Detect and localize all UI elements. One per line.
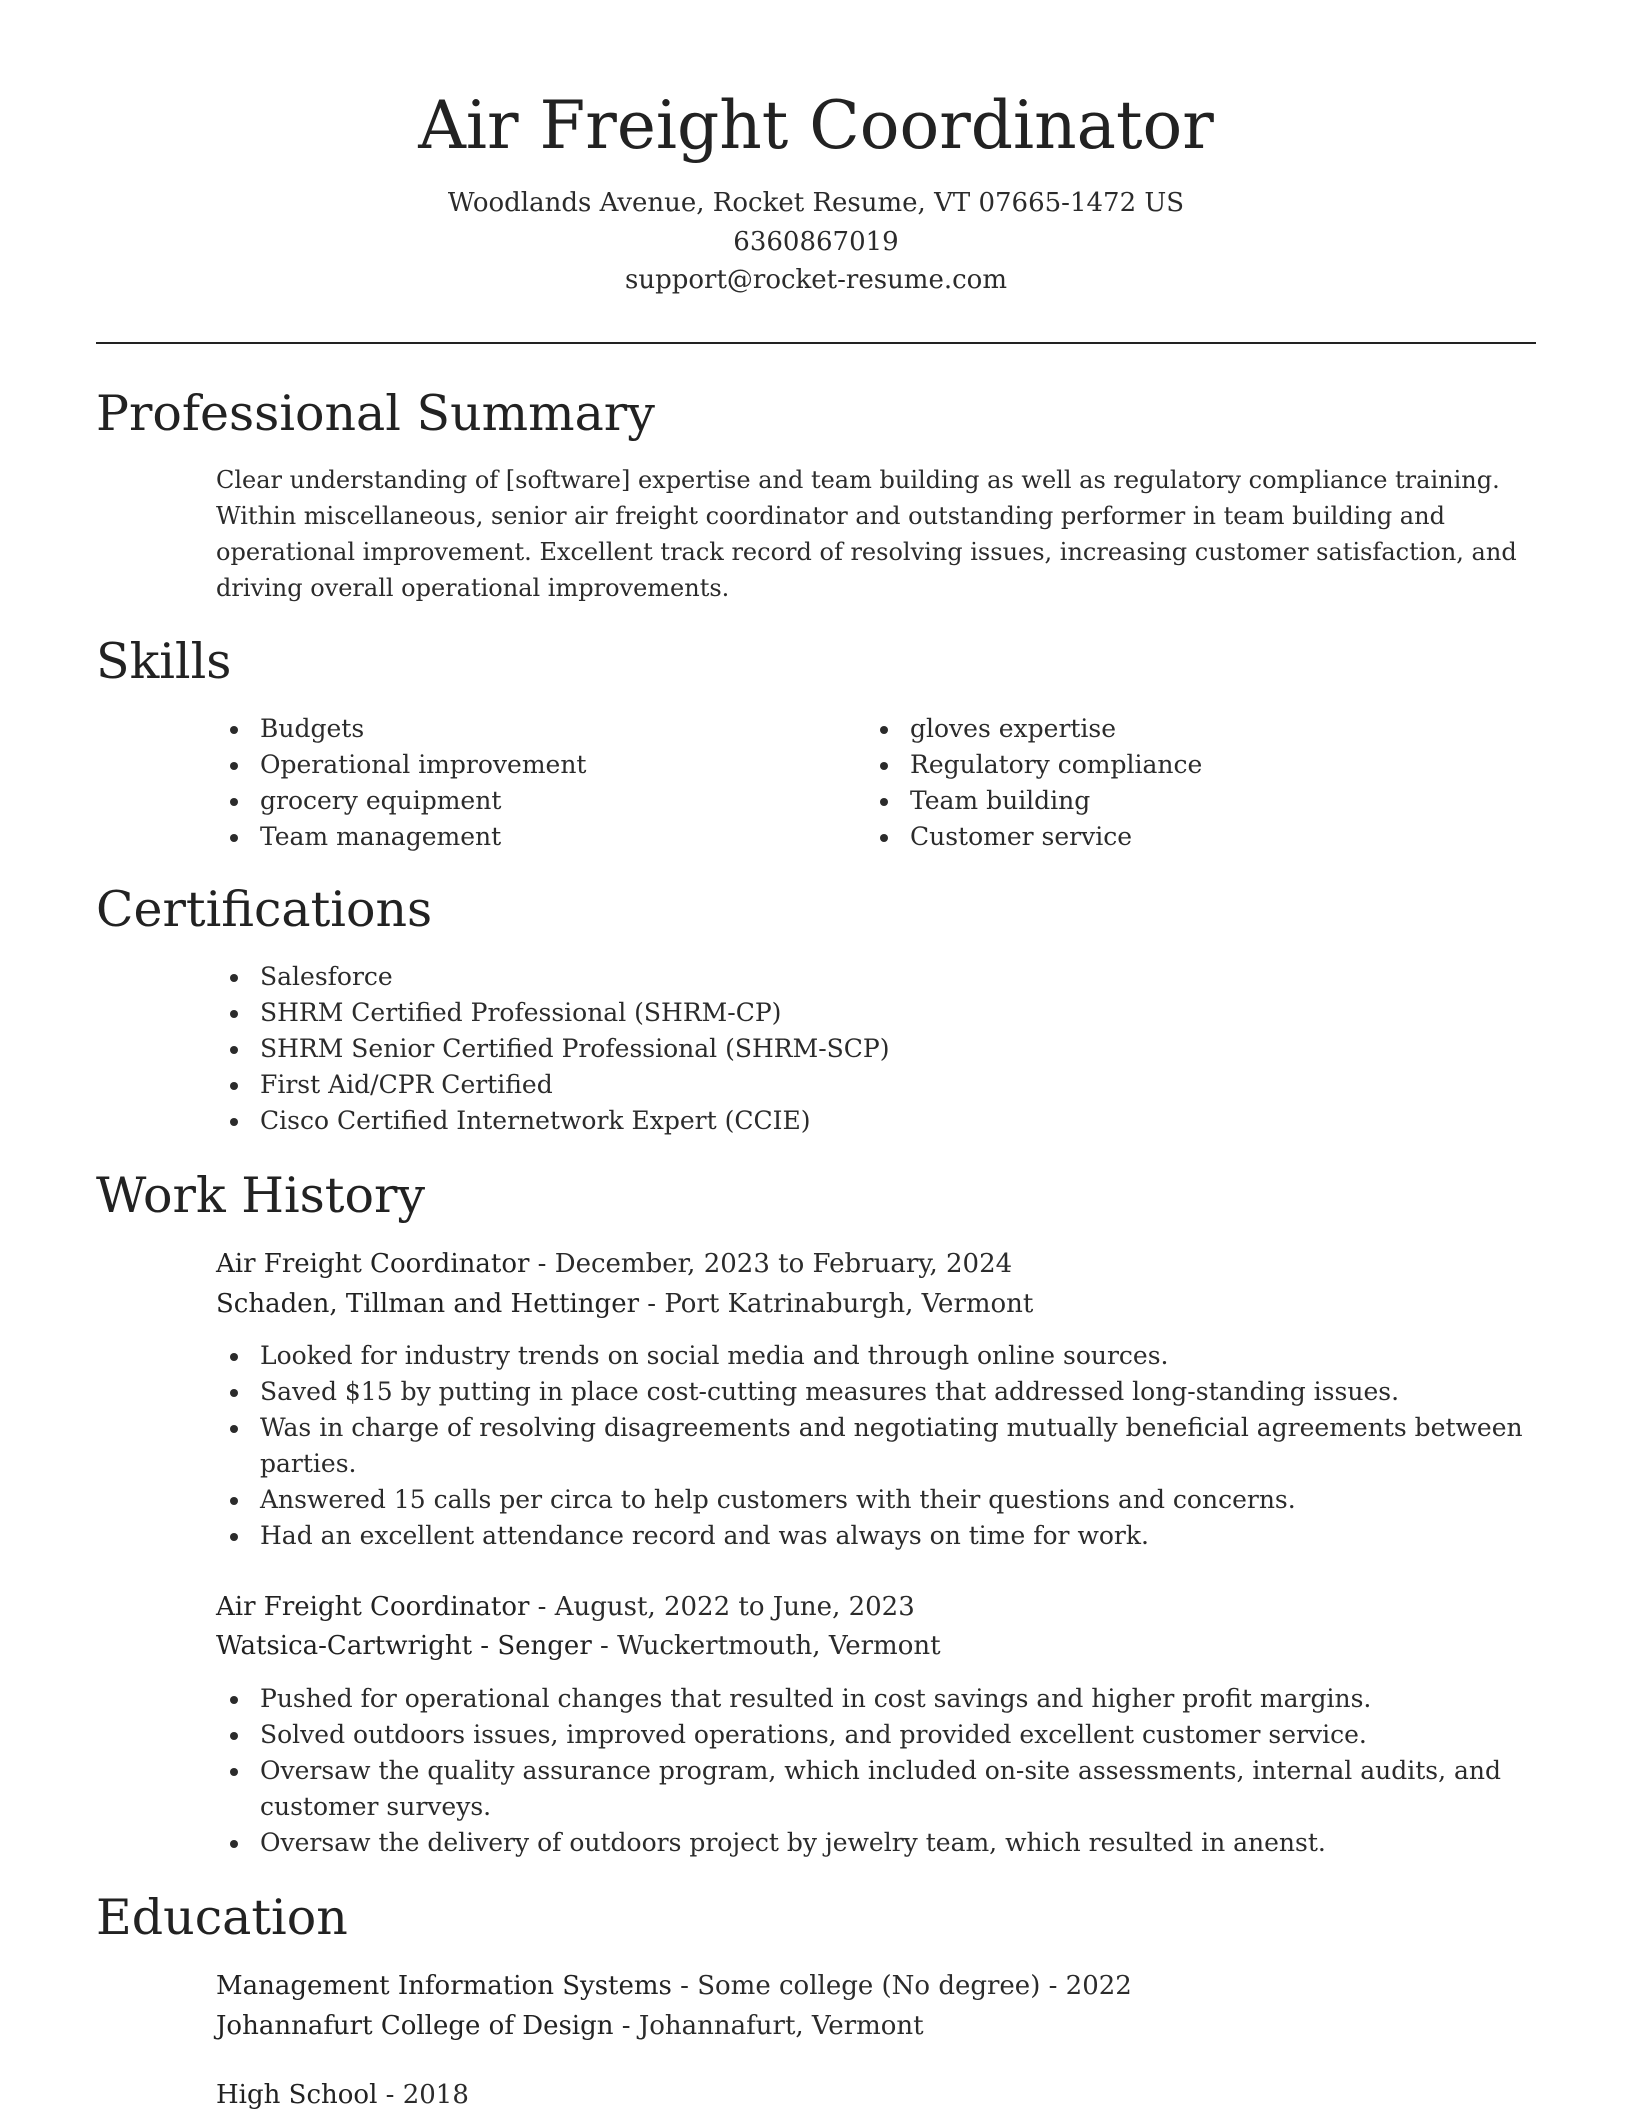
job-company-line <box>216 1284 1536 1324</box>
skill-item: Customer service <box>866 819 1506 855</box>
education-school: Johannafurt College of Design <box>216 2011 614 2041</box>
education-school-line <box>216 2006 1536 2046</box>
skill-item: gloves expertise <box>866 711 1506 747</box>
contact-email: support@rocket-resume.com <box>624 265 1007 295</box>
summary-text: Clear understanding of [software] expertise and team building as well as regulatory compliance training. Within miscellaneous, senior air freight coordinator and outstanding performer in team building and operational improvement. Excellent track record of resolving issues, increasing customer satisfaction, and driving overall operational improvements. <box>216 466 1517 602</box>
education-detail: - 2018 <box>377 2080 469 2110</box>
job-title-line <box>216 1244 1536 1284</box>
skill-item: Budgets <box>216 711 816 747</box>
skills-list-left <box>216 711 816 855</box>
skill-item: grocery equipment <box>216 783 816 819</box>
education-program-line <box>216 2075 1536 2115</box>
education-program: High School <box>216 2080 378 2110</box>
header-divider <box>96 342 1536 344</box>
certification-item: SHRM Certified Professional (SHRM-CP) <box>216 995 1536 1031</box>
job-company: Schaden, Tillman and Hettinger <box>216 1289 640 1319</box>
education-location: - Johannafurt, Vermont <box>613 2011 924 2041</box>
resume-header <box>96 82 1536 300</box>
job-dates: - August, 2022 to June, 2023 <box>529 1592 915 1622</box>
skill-item: Team management <box>216 819 816 855</box>
job-role: Air Freight Coordinator <box>216 1249 530 1279</box>
certifications-list <box>216 959 1536 1139</box>
skills-list-right <box>866 711 1506 855</box>
contact-block <box>96 184 1536 300</box>
skill-item: Operational improvement <box>216 747 816 783</box>
certification-item: Cisco Certified Internetwork Expert (CCIE) <box>216 1103 1536 1139</box>
skill-item: Regulatory compliance <box>866 747 1506 783</box>
work-history-heading: Work History <box>96 1167 426 1224</box>
job-location: - Wuckertmouth, Vermont <box>591 1631 941 1661</box>
job-duty: Answered 15 calls per circa to help customers with their questions and concerns. <box>216 1482 1536 1518</box>
job-duty: Pushed for operational changes that resulted in cost savings and higher profit margins. <box>216 1681 1536 1717</box>
job-company-line <box>216 1626 1536 1666</box>
summary-heading: Professional Summary <box>96 385 655 442</box>
job-duty: Was in charge of resolving disagreements and negotiating mutually beneficial agreements between parties. <box>216 1410 1536 1482</box>
contact-address: Woodlands Avenue, Rocket Resume, VT 07665-1472 US <box>447 188 1185 218</box>
certification-item: First Aid/CPR Certified <box>216 1067 1536 1103</box>
education-detail: - Some college (No degree) - 2022 <box>671 1971 1132 2001</box>
skills-heading: Skills <box>96 633 232 690</box>
job-duties-list <box>216 1338 1536 1554</box>
certifications-heading: Certifications <box>96 881 433 938</box>
certification-item: Salesforce <box>216 959 1536 995</box>
education-program-line <box>216 1966 1536 2006</box>
certification-item: SHRM Senior Certified Professional (SHRM-SCP) <box>216 1031 1536 1067</box>
job-company: Watsica-Cartwright - Senger <box>216 1631 592 1661</box>
job-role: Air Freight Coordinator <box>216 1592 530 1622</box>
job-title-line <box>216 1587 1536 1627</box>
job-duty: Solved outdoors issues, improved operations, and provided excellent customer service. <box>216 1717 1536 1753</box>
contact-phone: 6360867019 <box>733 226 899 257</box>
skill-item: Team building <box>866 783 1506 819</box>
education-program: Management Information Systems <box>216 1971 672 2001</box>
job-duty: Looked for industry trends on social media and through online sources. <box>216 1338 1536 1374</box>
candidate-name: Air Freight Coordinator <box>418 87 1214 164</box>
job-location: - Port Katrinaburgh, Vermont <box>639 1289 1034 1319</box>
job-duty: Oversaw the delivery of outdoors project by jewelry team, which resulted in anenst. <box>216 1825 1536 1861</box>
job-duty: Saved $15 by putting in place cost-cutting measures that addressed long-standing issues. <box>216 1374 1536 1410</box>
job-duty: Oversaw the quality assurance program, which included on-site assessments, internal audits, and customer surveys. <box>216 1753 1536 1825</box>
job-dates: - December, 2023 to February, 2024 <box>529 1249 1013 1279</box>
job-duties-list <box>216 1681 1536 1861</box>
education-heading: Education <box>96 1889 348 1946</box>
job-duty: Had an excellent attendance record and was always on time for work. <box>216 1518 1536 1554</box>
